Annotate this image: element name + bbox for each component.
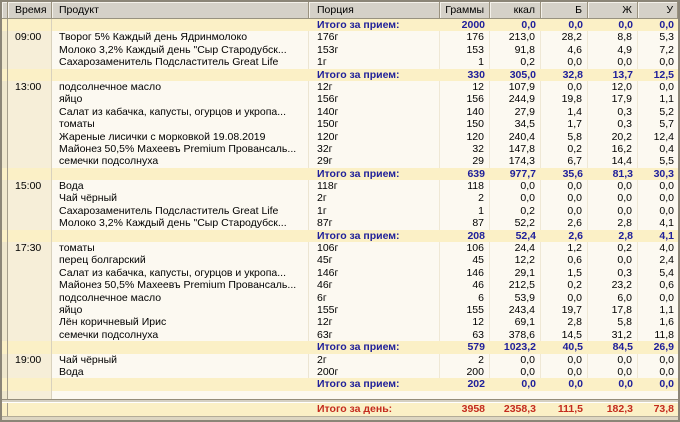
cell-fat: 23,2 (588, 279, 638, 291)
cell-carbs: 5,3 (638, 31, 678, 43)
cell-protein: 0,0 (541, 378, 588, 390)
cell-product (52, 378, 309, 390)
cell-protein: 32,8 (541, 69, 588, 81)
cell-time (8, 341, 52, 353)
cell-carbs: 4,1 (638, 217, 678, 229)
cell-fat: 182,3 (588, 403, 638, 416)
cell-portion: 32г (309, 143, 440, 155)
cell-carbs: 0,4 (638, 143, 678, 155)
cell-protein: 2,8 (541, 316, 588, 328)
cell-time (8, 143, 52, 155)
table-row[interactable] (2, 31, 678, 43)
cell-product: Сахарозаменитель Подсластитель Great Life (52, 205, 309, 217)
cell-carbs: 1,6 (638, 316, 678, 328)
column-header-protein[interactable]: Б (541, 2, 588, 18)
cell-portion: 146г (309, 267, 440, 279)
cell-portion: Итого за прием: (309, 19, 440, 31)
cell-portion: 200г (309, 366, 440, 378)
cell-time (8, 118, 52, 130)
cell-time (8, 131, 52, 143)
cell-product: Салат из кабачка, капусты, огурцов и укропа... (52, 267, 309, 279)
cell-product: семечки подсолнуха (52, 329, 309, 341)
table-row[interactable] (2, 180, 678, 192)
cell-portion: 2г (309, 354, 440, 366)
cell-time (8, 267, 52, 279)
cell-kcal: 0,0 (490, 354, 541, 366)
table-row[interactable] (2, 192, 678, 204)
cell-product: Молоко 3,2% Каждый день "Сыр Стародубск... (52, 44, 309, 56)
cell-carbs: 0,0 (638, 205, 678, 217)
cell-product (52, 19, 309, 31)
cell-protein: 6,7 (541, 155, 588, 167)
cell-time (8, 329, 52, 341)
cell-protein: 28,2 (541, 31, 588, 43)
cell-carbs: 7,2 (638, 44, 678, 56)
cell-time (8, 69, 52, 81)
column-header-kcal[interactable]: ккал (490, 2, 541, 18)
cell-product (52, 403, 309, 416)
cell-fat: 0,3 (588, 106, 638, 118)
cell-fat: 12,0 (588, 81, 638, 93)
cell-kcal: 378,6 (490, 329, 541, 341)
cell-product: Сахарозаменитель Подсластитель Great Life (52, 56, 309, 68)
table-row[interactable] (2, 217, 678, 229)
cell-carbs: 0,0 (638, 192, 678, 204)
table-row[interactable] (2, 366, 678, 378)
cell-fat: 0,0 (588, 254, 638, 266)
cell-grams (440, 391, 490, 399)
cell-product: Жареные лисички с морковкой 19.08.2019 (52, 131, 309, 143)
cell-grams: 45 (440, 254, 490, 266)
cell-grams: 330 (440, 69, 490, 81)
cell-carbs: 5,5 (638, 155, 678, 167)
cell-grams: 579 (440, 341, 490, 353)
cell-carbs: 1,1 (638, 93, 678, 105)
cell-portion: Итого за прием: (309, 230, 440, 242)
cell-protein: 0,0 (541, 205, 588, 217)
cell-fat: 0,0 (588, 205, 638, 217)
cell-product (52, 230, 309, 242)
cell-kcal: 69,1 (490, 316, 541, 328)
cell-product: перец болгарский (52, 254, 309, 266)
cell-grams: 176 (440, 31, 490, 43)
cell-fat: 0,0 (588, 56, 638, 68)
cell-portion: 12г (309, 81, 440, 93)
column-header-grams[interactable]: Граммы (440, 2, 490, 18)
cell-carbs: 0,6 (638, 279, 678, 291)
cell-portion: 46г (309, 279, 440, 291)
table-row (2, 391, 678, 399)
cell-time (8, 56, 52, 68)
cell-kcal: 24,4 (490, 242, 541, 254)
cell-portion: 150г (309, 118, 440, 130)
cell-kcal: 0,0 (490, 366, 541, 378)
cell-carbs: 5,4 (638, 267, 678, 279)
table-row (2, 341, 678, 353)
cell-portion: 87г (309, 217, 440, 229)
cell-protein: 0,0 (541, 81, 588, 93)
cell-protein (541, 391, 588, 399)
cell-portion: 2г (309, 192, 440, 204)
cell-protein: 2,6 (541, 217, 588, 229)
cell-fat: 14,4 (588, 155, 638, 167)
cell-carbs: 0,0 (638, 292, 678, 304)
cell-portion: 106г (309, 242, 440, 254)
table-row (2, 403, 678, 416)
cell-kcal: 0,2 (490, 205, 541, 217)
cell-fat: 5,8 (588, 316, 638, 328)
table-row[interactable] (2, 279, 678, 291)
cell-product: подсолнечное масло (52, 292, 309, 304)
cell-kcal: 174,3 (490, 155, 541, 167)
cell-time: 09:00 (8, 31, 52, 43)
cell-fat: 17,8 (588, 304, 638, 316)
cell-protein: 1,2 (541, 242, 588, 254)
cell-product: Вода (52, 180, 309, 192)
cell-grams: 12 (440, 316, 490, 328)
cell-kcal: 0,0 (490, 378, 541, 390)
cell-product: подсолнечное масло (52, 81, 309, 93)
bottom-frame-band (2, 416, 678, 420)
cell-carbs: 0,0 (638, 56, 678, 68)
cell-portion: 118г (309, 180, 440, 192)
cell-portion: 153г (309, 44, 440, 56)
cell-kcal: 34,5 (490, 118, 541, 130)
table-row (2, 69, 678, 81)
table-row[interactable] (2, 131, 678, 143)
cell-protein: 0,6 (541, 254, 588, 266)
cell-time (8, 230, 52, 242)
cell-portion: Итого за прием: (309, 378, 440, 390)
column-header-fat[interactable]: Ж (588, 2, 638, 18)
cell-protein: 2,6 (541, 230, 588, 242)
cell-time (8, 106, 52, 118)
cell-carbs: 0,0 (638, 366, 678, 378)
cell-portion: Итого за прием: (309, 69, 440, 81)
cell-kcal: 12,2 (490, 254, 541, 266)
cell-kcal: 0,2 (490, 56, 541, 68)
cell-time (8, 316, 52, 328)
cell-carbs: 0,0 (638, 81, 678, 93)
cell-time (8, 279, 52, 291)
cell-protein: 0,0 (541, 19, 588, 31)
cell-portion: 63г (309, 329, 440, 341)
cell-carbs: 1,1 (638, 304, 678, 316)
cell-grams: 120 (440, 131, 490, 143)
cell-fat: 2,8 (588, 217, 638, 229)
cell-protein: 14,5 (541, 329, 588, 341)
cell-kcal: 52,4 (490, 230, 541, 242)
cell-carbs: 12,5 (638, 69, 678, 81)
cell-kcal: 977,7 (490, 168, 541, 180)
table-row[interactable] (2, 354, 678, 366)
cell-protein: 0,0 (541, 180, 588, 192)
cell-portion: 29г (309, 155, 440, 167)
table-row[interactable] (2, 143, 678, 155)
table-row[interactable] (2, 118, 678, 130)
cell-fat: 17,9 (588, 93, 638, 105)
cell-grams: 639 (440, 168, 490, 180)
cell-kcal: 52,2 (490, 217, 541, 229)
cell-fat: 0,2 (588, 242, 638, 254)
cell-kcal: 1023,2 (490, 341, 541, 353)
cell-grams: 2000 (440, 19, 490, 31)
cell-portion: 45г (309, 254, 440, 266)
cell-fat: 81,3 (588, 168, 638, 180)
cell-portion: 176г (309, 31, 440, 43)
cell-time (8, 192, 52, 204)
table-row[interactable] (2, 155, 678, 167)
cell-time (8, 304, 52, 316)
cell-kcal: 240,4 (490, 131, 541, 143)
cell-protein: 0,0 (541, 366, 588, 378)
cell-time (8, 44, 52, 56)
cell-portion: Итого за прием: (309, 341, 440, 353)
cell-portion: 12г (309, 316, 440, 328)
cell-time (8, 378, 52, 390)
cell-fat: 0,3 (588, 267, 638, 279)
cell-time: 13:00 (8, 81, 52, 93)
table-row (2, 19, 678, 31)
cell-grams: 200 (440, 366, 490, 378)
cell-portion: 1г (309, 56, 440, 68)
table-row[interactable] (2, 329, 678, 341)
table-row[interactable] (2, 304, 678, 316)
cell-carbs: 26,9 (638, 341, 678, 353)
table-row[interactable] (2, 44, 678, 56)
grid-header-row (2, 2, 678, 19)
cell-time (8, 19, 52, 31)
cell-kcal: 0,0 (490, 192, 541, 204)
cell-protein: 0,0 (541, 292, 588, 304)
cell-grams: 155 (440, 304, 490, 316)
cell-product: яйцо (52, 304, 309, 316)
cell-protein: 1,7 (541, 118, 588, 130)
cell-protein: 1,4 (541, 106, 588, 118)
cell-time: 19:00 (8, 354, 52, 366)
table-row[interactable] (2, 93, 678, 105)
table-row[interactable] (2, 106, 678, 118)
table-row[interactable] (2, 267, 678, 279)
cell-fat: 6,0 (588, 292, 638, 304)
column-header-product[interactable]: Продукт (52, 2, 309, 18)
table-row[interactable] (2, 254, 678, 266)
table-row (2, 378, 678, 390)
cell-kcal: 91,8 (490, 44, 541, 56)
cell-grams: 2 (440, 354, 490, 366)
cell-product: яйцо (52, 93, 309, 105)
cell-protein: 5,8 (541, 131, 588, 143)
cell-product: Майонез 50,5% Махеевъ Premium Провансаль... (52, 143, 309, 155)
cell-portion (309, 391, 440, 399)
cell-carbs: 0,0 (638, 19, 678, 31)
cell-time (8, 391, 52, 399)
cell-protein: 0,0 (541, 56, 588, 68)
cell-fat: 0,0 (588, 192, 638, 204)
cell-kcal: 243,4 (490, 304, 541, 316)
grid-body (2, 19, 678, 416)
cell-time (8, 168, 52, 180)
cell-product: Молоко 3,2% Каждый день "Сыр Стародубск... (52, 217, 309, 229)
cell-protein: 0,0 (541, 192, 588, 204)
cell-portion: 120г (309, 131, 440, 143)
cell-fat: 0,0 (588, 354, 638, 366)
cell-product: Майонез 50,5% Махеевъ Premium Провансаль... (52, 279, 309, 291)
cell-carbs: 11,8 (638, 329, 678, 341)
cell-time (8, 403, 52, 416)
cell-fat: 4,9 (588, 44, 638, 56)
cell-protein: 1,5 (541, 267, 588, 279)
cell-product: томаты (52, 118, 309, 130)
cell-protein: 35,6 (541, 168, 588, 180)
cell-fat: 31,2 (588, 329, 638, 341)
cell-kcal: 29,1 (490, 267, 541, 279)
cell-portion: Итого за день: (309, 403, 440, 416)
cell-grams: 118 (440, 180, 490, 192)
cell-grams: 202 (440, 378, 490, 390)
cell-fat: 8,8 (588, 31, 638, 43)
cell-kcal: 0,0 (490, 180, 541, 192)
cell-carbs: 73,8 (638, 403, 678, 416)
cell-fat: 0,3 (588, 118, 638, 130)
cell-grams: 87 (440, 217, 490, 229)
table-row[interactable] (2, 205, 678, 217)
cell-time (8, 366, 52, 378)
cell-fat: 13,7 (588, 69, 638, 81)
table-row[interactable] (2, 316, 678, 328)
cell-kcal (490, 391, 541, 399)
cell-kcal: 147,8 (490, 143, 541, 155)
cell-carbs: 30,3 (638, 168, 678, 180)
cell-grams: 1 (440, 205, 490, 217)
cell-kcal: 27,9 (490, 106, 541, 118)
column-header-time[interactable]: Время (8, 2, 52, 18)
cell-time (8, 292, 52, 304)
cell-fat (588, 391, 638, 399)
cell-product: Вода (52, 366, 309, 378)
cell-fat: 16,2 (588, 143, 638, 155)
cell-grams: 46 (440, 279, 490, 291)
cell-product: Чай чёрный (52, 192, 309, 204)
cell-kcal: 212,5 (490, 279, 541, 291)
table-row[interactable] (2, 81, 678, 93)
cell-grams: 153 (440, 44, 490, 56)
cell-carbs: 12,4 (638, 131, 678, 143)
cell-portion: Итого за прием: (309, 168, 440, 180)
cell-kcal: 2358,3 (490, 403, 541, 416)
cell-grams: 106 (440, 242, 490, 254)
cell-carbs: 5,2 (638, 106, 678, 118)
cell-protein: 40,5 (541, 341, 588, 353)
cell-carbs: 4,0 (638, 242, 678, 254)
cell-portion: 6г (309, 292, 440, 304)
cell-protein: 4,6 (541, 44, 588, 56)
cell-kcal: 0,0 (490, 19, 541, 31)
cell-product (52, 69, 309, 81)
cell-kcal: 305,0 (490, 69, 541, 81)
cell-portion: 1г (309, 205, 440, 217)
cell-product: Салат из кабачка, капусты, огурцов и укропа... (52, 106, 309, 118)
cell-time (8, 254, 52, 266)
cell-product (52, 341, 309, 353)
cell-grams: 156 (440, 93, 490, 105)
cell-product (52, 168, 309, 180)
column-header-portion[interactable]: Порция (309, 2, 440, 18)
cell-time: 15:00 (8, 180, 52, 192)
table-row (2, 230, 678, 242)
cell-time: 17:30 (8, 242, 52, 254)
cell-product: Чай чёрный (52, 354, 309, 366)
cell-portion: 156г (309, 93, 440, 105)
cell-fat: 2,8 (588, 230, 638, 242)
cell-product: Творог 5% Каждый день Ядринмолоко (52, 31, 309, 43)
cell-fat: 84,5 (588, 341, 638, 353)
cell-portion: 140г (309, 106, 440, 118)
cell-grams: 29 (440, 155, 490, 167)
cell-grams: 150 (440, 118, 490, 130)
cell-grams: 2 (440, 192, 490, 204)
cell-grams: 32 (440, 143, 490, 155)
cell-carbs (638, 391, 678, 399)
cell-carbs: 2,4 (638, 254, 678, 266)
cell-kcal: 244,9 (490, 93, 541, 105)
cell-fat: 20,2 (588, 131, 638, 143)
table-row[interactable] (2, 242, 678, 254)
column-header-carbs[interactable]: У (638, 2, 678, 18)
cell-fat: 0,0 (588, 378, 638, 390)
cell-carbs: 4,1 (638, 230, 678, 242)
cell-time (8, 205, 52, 217)
cell-grams: 140 (440, 106, 490, 118)
cell-carbs: 0,0 (638, 180, 678, 192)
cell-time (8, 93, 52, 105)
cell-carbs: 5,7 (638, 118, 678, 130)
table-row (2, 168, 678, 180)
cell-time (8, 217, 52, 229)
cell-fat: 0,0 (588, 180, 638, 192)
table-row[interactable] (2, 56, 678, 68)
cell-protein: 0,2 (541, 279, 588, 291)
cell-protein: 111,5 (541, 403, 588, 416)
cell-fat: 0,0 (588, 19, 638, 31)
cell-protein: 0,2 (541, 143, 588, 155)
cell-portion: 155г (309, 304, 440, 316)
cell-product: семечки подсолнуха (52, 155, 309, 167)
cell-kcal: 53,9 (490, 292, 541, 304)
cell-carbs: 0,0 (638, 378, 678, 390)
cell-grams: 6 (440, 292, 490, 304)
cell-grams: 3958 (440, 403, 490, 416)
cell-grams: 1 (440, 56, 490, 68)
cell-time (8, 155, 52, 167)
cell-protein: 19,8 (541, 93, 588, 105)
cell-kcal: 107,9 (490, 81, 541, 93)
cell-fat: 0,0 (588, 366, 638, 378)
cell-product (52, 391, 309, 399)
cell-grams: 63 (440, 329, 490, 341)
cell-carbs: 0,0 (638, 354, 678, 366)
cell-grams: 146 (440, 267, 490, 279)
cell-product: Лён коричневый Ирис (52, 316, 309, 328)
cell-protein: 0,0 (541, 354, 588, 366)
table-row[interactable] (2, 292, 678, 304)
cell-kcal: 213,0 (490, 31, 541, 43)
cell-product: томаты (52, 242, 309, 254)
cell-protein: 19,7 (541, 304, 588, 316)
cell-grams: 12 (440, 81, 490, 93)
cell-grams: 208 (440, 230, 490, 242)
